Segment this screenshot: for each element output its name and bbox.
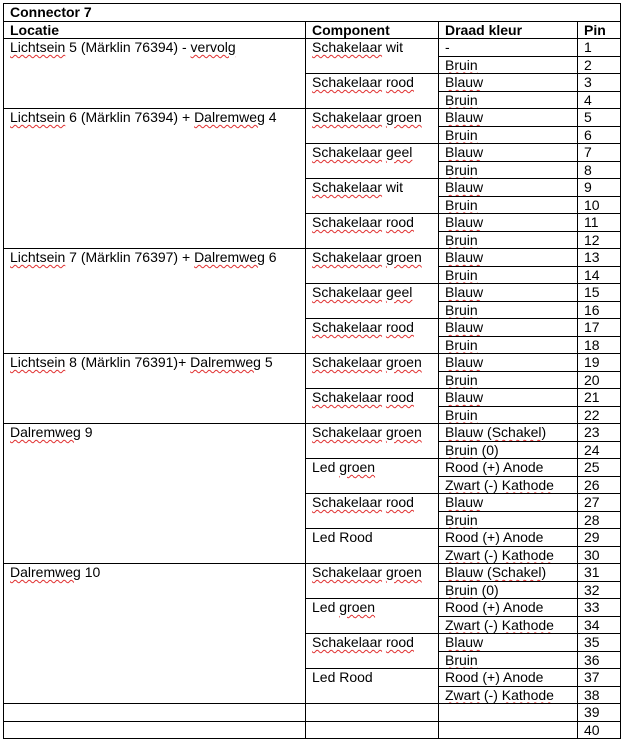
locatie-cell [4,721,306,739]
pin-cell: 7 [578,144,621,162]
pin-cell: 12 [578,231,621,249]
table-row [4,39,621,57]
pin-cell: 34 [578,616,621,634]
wire-color-cell: Blauw [439,109,578,127]
component-cell [306,704,439,722]
component-cell: Led Rood [306,529,439,564]
pin-cell: 32 [578,581,621,599]
pin-cell: 24 [578,441,621,459]
wire-color-cell: Bruin [439,126,578,144]
pin-cell: 35 [578,634,621,652]
table-row [4,354,621,372]
wire-color-cell: Bruin (0) [439,581,578,599]
component-cell: Led groen [306,599,439,634]
pin-cell: 38 [578,686,621,704]
pin-cell: 15 [578,284,621,302]
table-title: Connector 7 [4,4,621,22]
pin-cell: 16 [578,301,621,319]
table-body [4,39,621,739]
locatie-cell: Lichtsein 5 (Märklin 76394) - vervolg [4,39,306,109]
component-cell: Schakelaar rood [306,214,439,249]
table-row [4,721,621,739]
pin-cell: 8 [578,161,621,179]
header-draad-kleur: Draad kleur [439,21,578,39]
wire-color-cell: Bruin [439,161,578,179]
header-row [4,21,621,39]
component-cell: Schakelaar wit [306,179,439,214]
component-cell: Schakelaar groen [306,354,439,389]
pin-cell: 25 [578,459,621,477]
pin-cell: 20 [578,371,621,389]
wire-color-cell: Blauw [439,389,578,407]
locatie-cell: Lichtsein 7 (Märklin 76397) + Dalremweg 6 [4,249,306,354]
header-pin: Pin [578,21,621,39]
pin-cell: 6 [578,126,621,144]
wire-color-cell: Bruin [439,511,578,529]
pin-cell: 40 [578,721,621,739]
pin-cell: 19 [578,354,621,372]
pin-cell: 17 [578,319,621,337]
table-row [4,109,621,127]
pin-cell: 21 [578,389,621,407]
wire-color-cell: Blauw [439,494,578,512]
pin-cell: 4 [578,91,621,109]
component-cell: Schakelaar rood [306,319,439,354]
table-row [4,564,621,582]
wire-color-cell: Bruin (0) [439,441,578,459]
wire-color-cell: Blauw [439,214,578,232]
wire-color-cell: Bruin [439,266,578,284]
component-cell [306,721,439,739]
wire-color-cell: Blauw (Schakel) [439,424,578,442]
header-component: Component [306,21,439,39]
component-cell: Schakelaar wit [306,39,439,74]
component-cell: Schakelaar geel [306,284,439,319]
component-cell: Schakelaar rood [306,634,439,669]
wire-color-cell: - [439,39,578,57]
pin-cell: 11 [578,214,621,232]
locatie-cell [4,704,306,722]
pin-cell: 30 [578,546,621,564]
wire-color-cell: Blauw (Schakel) [439,564,578,582]
pin-cell: 31 [578,564,621,582]
pin-cell: 23 [578,424,621,442]
component-cell: Schakelaar geel [306,144,439,179]
locatie-cell: Dalremweg 10 [4,564,306,704]
pin-cell: 29 [578,529,621,547]
wire-color-cell [439,704,578,722]
locatie-cell: Lichtsein 8 (Märklin 76391)+ Dalremweg 5 [4,354,306,424]
wire-color-cell: Bruin [439,651,578,669]
pin-cell: 13 [578,249,621,267]
wire-color-cell: Blauw [439,319,578,337]
component-cell: Schakelaar rood [306,74,439,109]
pin-cell: 10 [578,196,621,214]
pin-cell: 39 [578,704,621,722]
wire-color-cell: Blauw [439,74,578,92]
wire-color-cell: Blauw [439,634,578,652]
pin-cell: 18 [578,336,621,354]
header-locatie: Locatie [4,21,306,39]
wire-color-cell: Zwart (-) Kathode [439,476,578,494]
wire-color-cell: Zwart (-) Kathode [439,616,578,634]
component-cell: Schakelaar groen [306,109,439,144]
component-cell: Schakelaar groen [306,249,439,284]
component-cell: Schakelaar rood [306,389,439,424]
wire-color-cell: Blauw [439,354,578,372]
wire-color-cell: Bruin [439,406,578,424]
component-cell: Schakelaar rood [306,494,439,529]
wire-color-cell: Rood (+) Anode [439,529,578,547]
component-cell: Schakelaar groen [306,564,439,599]
wire-color-cell: Rood (+) Anode [439,669,578,687]
pin-cell: 5 [578,109,621,127]
pin-cell: 2 [578,56,621,74]
connector-table [3,3,621,739]
wire-color-cell: Blauw [439,179,578,197]
wire-color-cell: Bruin [439,336,578,354]
wire-color-cell: Bruin [439,196,578,214]
component-cell: Led Rood [306,669,439,704]
table-row [4,249,621,267]
pin-cell: 14 [578,266,621,284]
document-page [3,3,621,739]
pin-cell: 22 [578,406,621,424]
component-cell: Schakelaar groen [306,424,439,459]
title-row [4,4,621,22]
component-cell: Led groen [306,459,439,494]
pin-cell: 26 [578,476,621,494]
table-row [4,424,621,442]
table-row [4,704,621,722]
wire-color-cell: Bruin [439,301,578,319]
wire-color-cell: Zwart (-) Kathode [439,686,578,704]
pin-cell: 36 [578,651,621,669]
wire-color-cell: Blauw [439,284,578,302]
wire-color-cell: Zwart (-) Kathode [439,546,578,564]
wire-color-cell [439,721,578,739]
pin-cell: 28 [578,511,621,529]
locatie-cell: Lichtsein 6 (Märklin 76394) + Dalremweg 4 [4,109,306,249]
wire-color-cell: Bruin [439,371,578,389]
pin-cell: 1 [578,39,621,57]
pin-cell: 3 [578,74,621,92]
wire-color-cell: Bruin [439,91,578,109]
pin-cell: 37 [578,669,621,687]
wire-color-cell: Blauw [439,249,578,267]
pin-cell: 27 [578,494,621,512]
locatie-cell: Dalremweg 9 [4,424,306,564]
wire-color-cell: Bruin [439,231,578,249]
wire-color-cell: Rood (+) Anode [439,599,578,617]
pin-cell: 33 [578,599,621,617]
wire-color-cell: Blauw [439,144,578,162]
pin-cell: 9 [578,179,621,197]
wire-color-cell: Bruin [439,56,578,74]
wire-color-cell: Rood (+) Anode [439,459,578,477]
